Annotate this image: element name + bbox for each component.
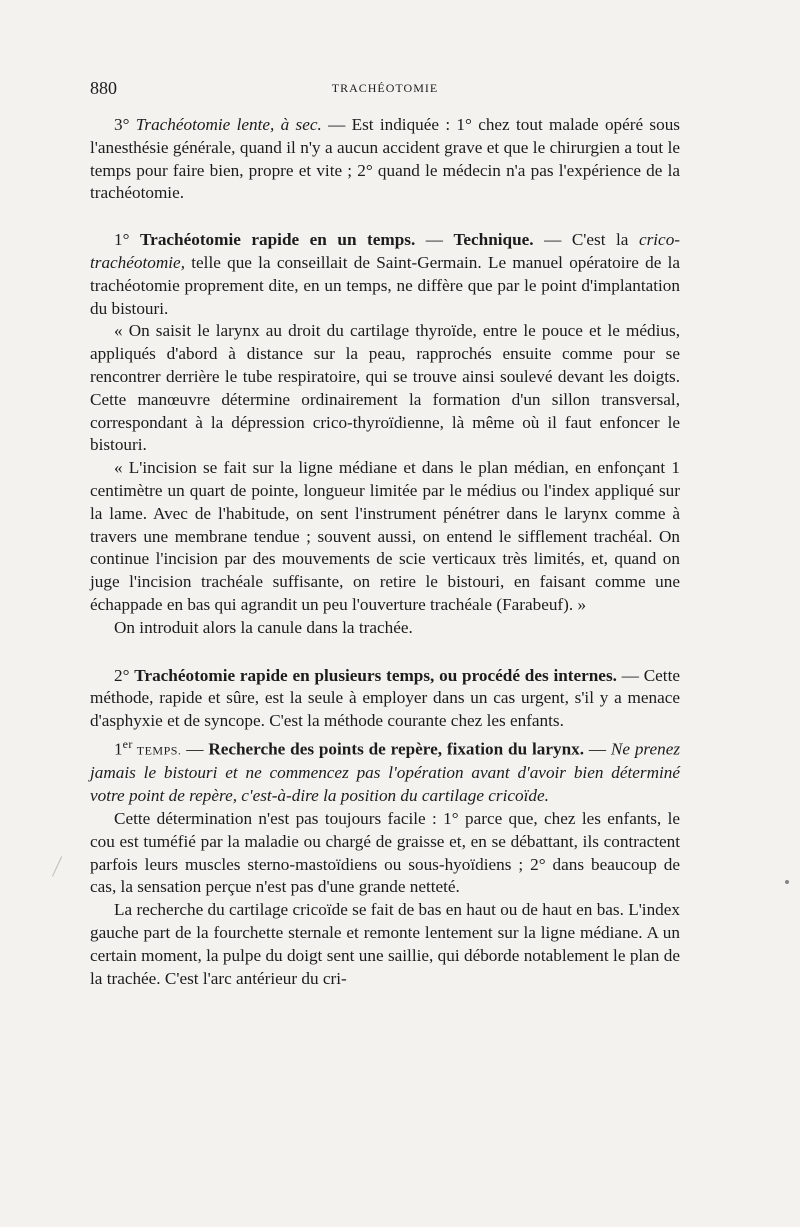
quote-paragraph-1: « On saisit le larynx au droit du cartilage thyroïde, entre le pouce et le médius, appliqués d'abord à distance sur la peau, rapprochés ensuite comme pour se rencontrer derrière le tube respiratoire, qui se trouve ainsi soulevé devant les doigts. Cette manœuvre détermine ordinairement la formation d'un sillon transversal, correspondant à la dépression crico-thyroïdienne, là même où il faut enfoncer le bistouri. <box>90 321 680 455</box>
paragraph-determination: Cette détermination n'est pas toujours facile : 1° parce que, chez les enfants, le cou est tuméfié par la maladie ou chargé de graisse et, en se débattant, ils contractent parfois leurs muscles sterno-mastoïdiens ou sous-hyoïdiens ; 2° dans beaucoup de cas, la sensation perçue n'est pas d'une grande netteté. <box>90 809 680 897</box>
paragraph-rapid-one-step <box>90 229 680 320</box>
running-head <box>90 78 680 104</box>
closing-sentence: On introduit alors la canule dans la trachée. <box>114 617 413 637</box>
section-heading: Trachéotomie rapide en un temps. <box>140 230 416 250</box>
step-label: TEMPS. <box>132 743 182 758</box>
margin-dot-mark <box>785 880 789 884</box>
paragraph-text: — Cette méthode, rapide et sûre, est la seule à employer dans un cas urgent, s'il y a menace d'asphyxie et de syncope. C'est la méthode courante chez les enfants. <box>90 665 680 731</box>
section-number: 2° <box>114 665 135 685</box>
step-instruction: Ne prenez jamais le bistouri et ne commencez pas l'opération avant d'avoir bien déterminé votre point de repère, c'est-à-dire la position du cartilage cricoïde. <box>90 739 681 806</box>
dash: — <box>181 739 209 759</box>
page-number: 880 <box>90 78 117 98</box>
page-body <box>90 78 680 990</box>
paragraph-text: — Est indiquée : 1° chez tout malade opéré sous l'anesthésie générale, quand il n'y a aucun accident grave et que le chirurgien a tout le temps pour faire bien, propre et vite ; 2° quand le médecin n'a pas l'expérience de la trachéotomie. <box>90 115 680 203</box>
step-number: 1 <box>114 739 123 759</box>
margin-pencil-mark <box>52 856 73 881</box>
paragraph-search: La recherche du cartilage cricoïde se fait de bas en haut ou de haut en bas. L'index gauche part de la fourchette sternale et remonte lentement sur la ligne médiane. A un certain moment, la pulpe du doigt sent une saillie, qui déborde notablement le plan de la trachée. C'est l'arc antérieur du cri- <box>90 900 680 988</box>
paragraph-first-step <box>90 733 680 808</box>
running-title: TRACHÉOTOMIE <box>331 81 439 95</box>
paragraph-text: telle que la conseillait de Saint-Germain. Le manuel opératoire de la trachéotomie proprement dite, en un temps, ne diffère que par le point d'implantation du bistouri. <box>90 252 680 318</box>
section-title: Trachéotomie lente, à sec. <box>135 115 322 134</box>
paragraph-slow-tracheotomy <box>90 114 680 205</box>
subheading-technique: Technique. <box>453 230 534 250</box>
dash: — C'est la <box>533 230 639 250</box>
section-number: 3° <box>114 115 136 134</box>
dash: — <box>415 230 454 250</box>
section-heading: Trachéotomie rapide en plusieurs temps, ou procédé des internes. <box>134 665 617 685</box>
step-title: Recherche des points de repère, fixation du larynx. <box>208 739 585 759</box>
section-number: 1° <box>114 230 140 250</box>
paragraph-rapid-multi-step <box>90 665 680 733</box>
term-italic: crico-trachéotomie, <box>90 230 681 272</box>
dash: — <box>584 739 611 759</box>
step-superscript: er <box>122 736 133 751</box>
quote-paragraph-2: « L'incision se fait sur la ligne médiane et dans le plan médian, en enfonçant 1 centimètre un quart de pointe, longueur limitée par le médius ou l'index appliqué sur la lame. Avec de l'habitude, on sent l'instrument pénétrer dans le larynx comme à travers une membrane tendue ; souvent aussi, on entend le sifflement trachéal. On continue l'incision par des mouvements de scie verticaux très limités, et, quand on juge l'incision trachéale suffisante, on retire le bistouri, en faisant comme une échappade en bas qui agrandit un peu l'ouverture trachéale (Farabeuf). » <box>90 458 680 614</box>
